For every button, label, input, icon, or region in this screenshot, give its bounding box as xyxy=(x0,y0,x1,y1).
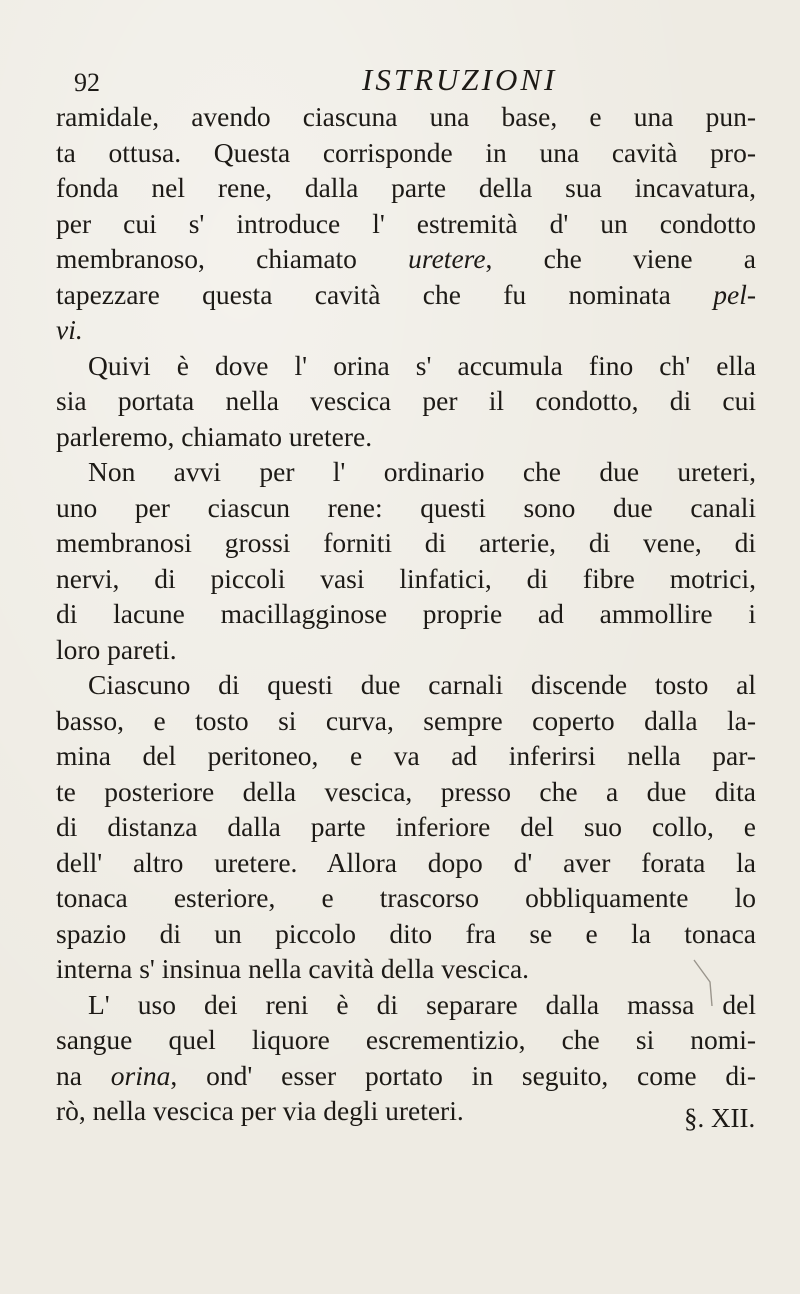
catchword: §. XII. xyxy=(684,1103,756,1133)
term-pelvi: pel- xyxy=(713,278,756,310)
paragraph-start: Non avvi per l' ordinario che due ureteri, xyxy=(88,456,756,487)
text-line: nervi, di piccoli vasi linfatici, di fibre motrici, xyxy=(56,562,756,594)
stray-pencil-mark xyxy=(690,958,730,1008)
text-line: vi. xyxy=(56,314,83,345)
text-line: tonaca esteriore, e trascorso obbliquamente lo xyxy=(56,882,756,913)
page-number: 92 xyxy=(74,68,100,97)
term-uretere: uretere xyxy=(408,243,486,274)
text-line: di distanza dalla parte inferiore del suo collo, e xyxy=(56,811,756,842)
text-line: membranosi grossi forniti di arterie, di vene, di xyxy=(56,527,756,558)
body-text xyxy=(56,99,756,1129)
page-header xyxy=(74,62,734,98)
text-line: di lacune macillagginose proprie ad ammollire i xyxy=(56,598,756,629)
text-line: sia portata nella vescica per il condotto, di cui xyxy=(56,385,756,416)
text-line: spazio di un piccolo dito fra se e la tonaca xyxy=(56,917,756,949)
text-line: ramidale, avendo ciascuna una base, e una pun- xyxy=(56,101,756,132)
running-head: ISTRUZIONI xyxy=(362,62,558,97)
text-line: uno per ciascun rene: questi sono due canali xyxy=(56,491,756,523)
text-line: membranoso, chiamato uretere, che viene a xyxy=(56,243,757,274)
text-line: loro pareti. xyxy=(56,633,177,665)
text-line: ta ottusa. Questa corrisponde in una cavità pro- xyxy=(56,136,756,168)
text-line: tapezzare questa cavità che fu nominata pel- xyxy=(56,278,756,310)
text-line: rò, nella vescica per via degli ureteri. xyxy=(56,1095,464,1126)
text-line: te posteriore della vescica, presso che a due dita xyxy=(56,775,756,807)
text-line: fonda nel rene, dalla parte della sua incavatura, xyxy=(56,172,756,203)
text-line: interna s' insinua nella cavità della vescica. xyxy=(56,953,530,984)
text-line: mina del peritoneo, e va ad inferirsi nella par- xyxy=(56,740,756,771)
text-line: basso, e tosto si curva, sempre coperto dalla la- xyxy=(56,704,756,736)
term-orina: orina xyxy=(110,1059,171,1091)
paragraph-start: Quivi è dove l' orina s' accumula fino ch' ella xyxy=(88,349,756,381)
text-line: parleremo, chiamato uretere. xyxy=(56,420,373,452)
text-line: na orina, ond' esser portato in seguito, come di- xyxy=(56,1059,756,1091)
text-line: dell' altro uretere. Allora dopo d' aver forata la xyxy=(56,846,756,878)
text-line: per cui s' introduce l' estremità d' un condotto xyxy=(56,207,756,239)
paragraph-start: L' uso dei reni è di separare dalla massa del xyxy=(88,988,756,1020)
text-line: sangue quel liquore escrementizio, che si nomi- xyxy=(56,1024,756,1055)
paragraph-start: Ciascuno di questi due carnali discende tosto al xyxy=(88,669,756,700)
